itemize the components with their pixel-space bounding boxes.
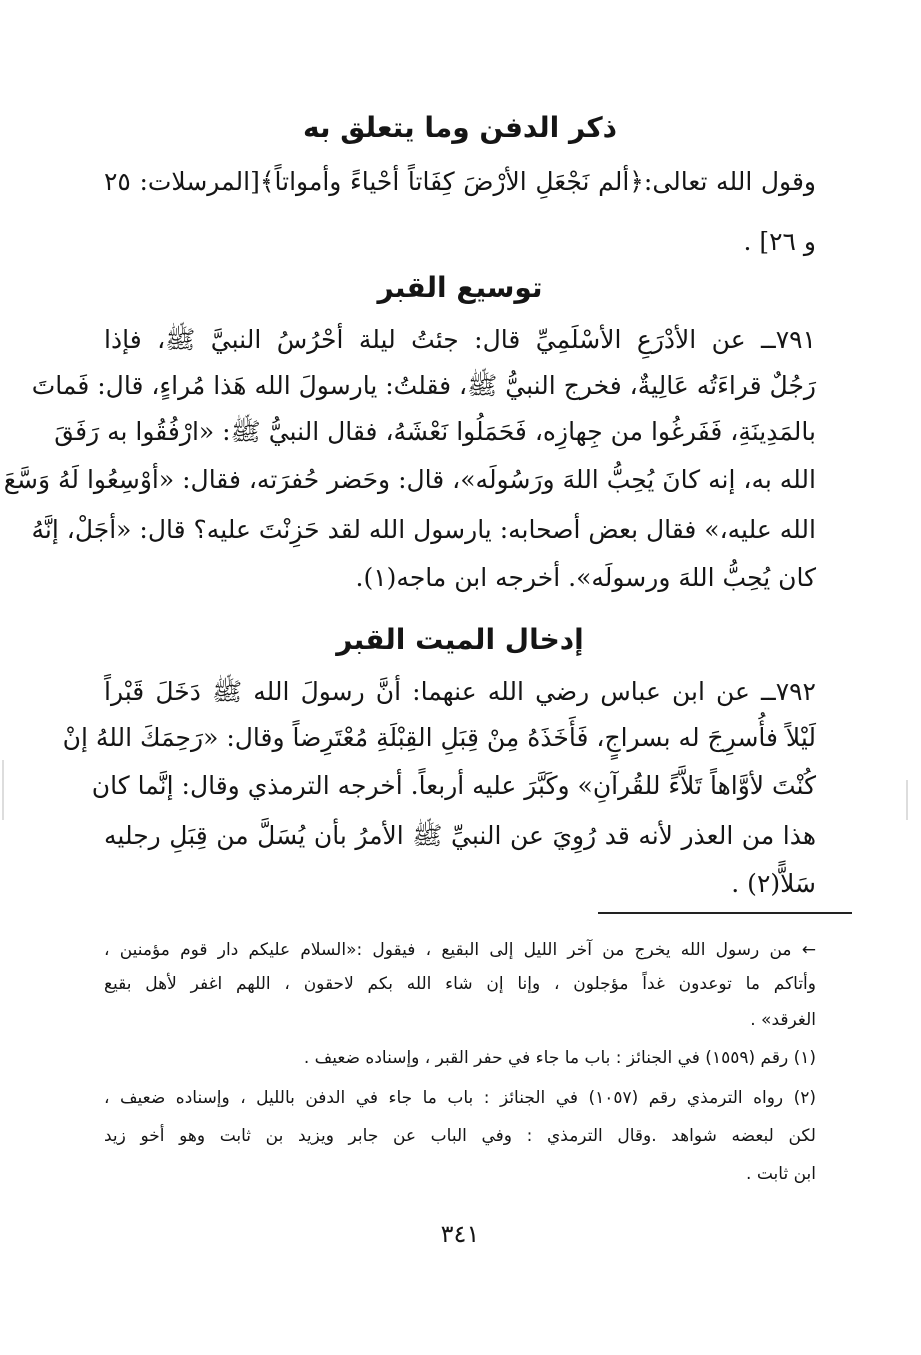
hadith-791-line: كان يُحِبُّ اللهَ ورسولَه». أخرجه ابن ماجه(١).: [355, 563, 816, 592]
hadith-792-line: لَيْلاً فأُسرِجَ له بسراجٍ، فَأَخَذَهُ مِنْ قِبَلِ القِبْلَةِ مُعْتَرِضاً وقال: «رَحِمَكَ اللهُ إنْ: [62, 723, 816, 752]
section-heading-entering: إدخال الميت القبر: [336, 623, 584, 656]
hadith-792-line: سَلاًّ(٢) .: [731, 869, 816, 898]
footnote-continuation-line: الغرقد» .: [750, 1010, 816, 1030]
page-number: ٣٤١: [440, 1220, 480, 1248]
footnote-2-line: لكن لبعضه شواهد .وقال الترمذي : وفي الباب عن جابر ويزيد بن ثابت وهو أخو زيد: [104, 1126, 816, 1146]
footnote-2-line: ابن ثابت .: [746, 1164, 816, 1184]
footnote-1: (١) رقم (١٥٥٩) في الجنائز : باب ما جاء في حفر القبر ، وإسناده ضعيف .: [303, 1048, 816, 1068]
intro-line: وقول الله تعالى:﴿ألم نَجْعَلِ الأرْضَ كِفَاتاً أحْياءً وأمواتاً﴾[المرسلات: ٢٥: [104, 167, 816, 196]
hadith-792-line: ٧٩٢ــ عن ابن عباس رضي الله عنهما: أنَّ رسولَ الله ﷺ دَخَلَ قَبْراً: [104, 677, 816, 706]
hadith-791-line: الله عليه،» فقال بعض أصحابه: يارسول الله لقد حَزِنْتَ عليه؟ قال: «أجَلْ، إنَّهُ: [31, 515, 816, 544]
scan-edge-mark: [906, 780, 908, 820]
section-heading-widening: توسيع القبر: [377, 271, 543, 304]
hadith-791-line: بالمَدِينَةِ، فَفَرغُوا من جِهازِه، فَحَمَلُوا نَعْشَهُ، فقال النبيُّ ﷺ: «ارْفُقُوا به رَفَقَ: [54, 417, 816, 446]
section-heading-burial: ذكر الدفن وما يتعلق به: [302, 111, 618, 144]
footnote-continuation-line: ← من رسول الله يخرج من آخر الليل إلى البقيع ، فيقول :«السلام عليكم دار قوم مؤمنين ،: [104, 940, 816, 960]
hadith-791-line: الله به، إنه كانَ يُحِبُّ اللهَ ورَسُولَه»، قال: وحَضر حُفرَته، فقال: «أوْسِعُوا لَهُ وَسَّعَ: [3, 465, 816, 494]
hadith-791-line: رَجُلٌ قراءَتُه عَالِيةٌ، فخرج النبيُّ ﷺ، فقلتُ: يارسولَ الله هَذا مُراءٍ، قال: فَماتَ: [31, 371, 816, 400]
footnote-continuation-line: وأتاكم ما توعدون غداً مؤجلون ، وإنا إن شاء الله بكم لاحقون ، اللهم اغفر لأهل بقيع: [104, 974, 816, 994]
hadith-791-line: ٧٩١ــ عن الأدْرَعِ الأسْلَمِيِّ قال: جئتُ ليلة أحْرُسُ النبيَّ ﷺ، فإذا: [104, 325, 816, 354]
intro-line: و ٢٦] .: [743, 227, 816, 256]
scan-edge-mark: [2, 760, 4, 820]
hadith-792-line: هذا من العذر لأنه قد رُوِيَ عن النبيِّ ﷺ الأمرُ بأن يُسَلَّ من قِبَلِ رجليه: [104, 821, 816, 850]
footnote-separator: [598, 912, 852, 914]
footnote-2-line: (٢) رواه الترمذي رقم (١٠٥٧) في الجنائز : باب ما جاء في الدفن بالليل ، وإسناده ضعيف ،: [104, 1088, 816, 1108]
hadith-792-line: كُنْتَ لأوَّاهاً تَلاَّءً للقُرآنِ» وكَبَّرَ عليه أربعاً. أخرجه الترمذي وقال: إنَّما كان: [91, 771, 816, 800]
